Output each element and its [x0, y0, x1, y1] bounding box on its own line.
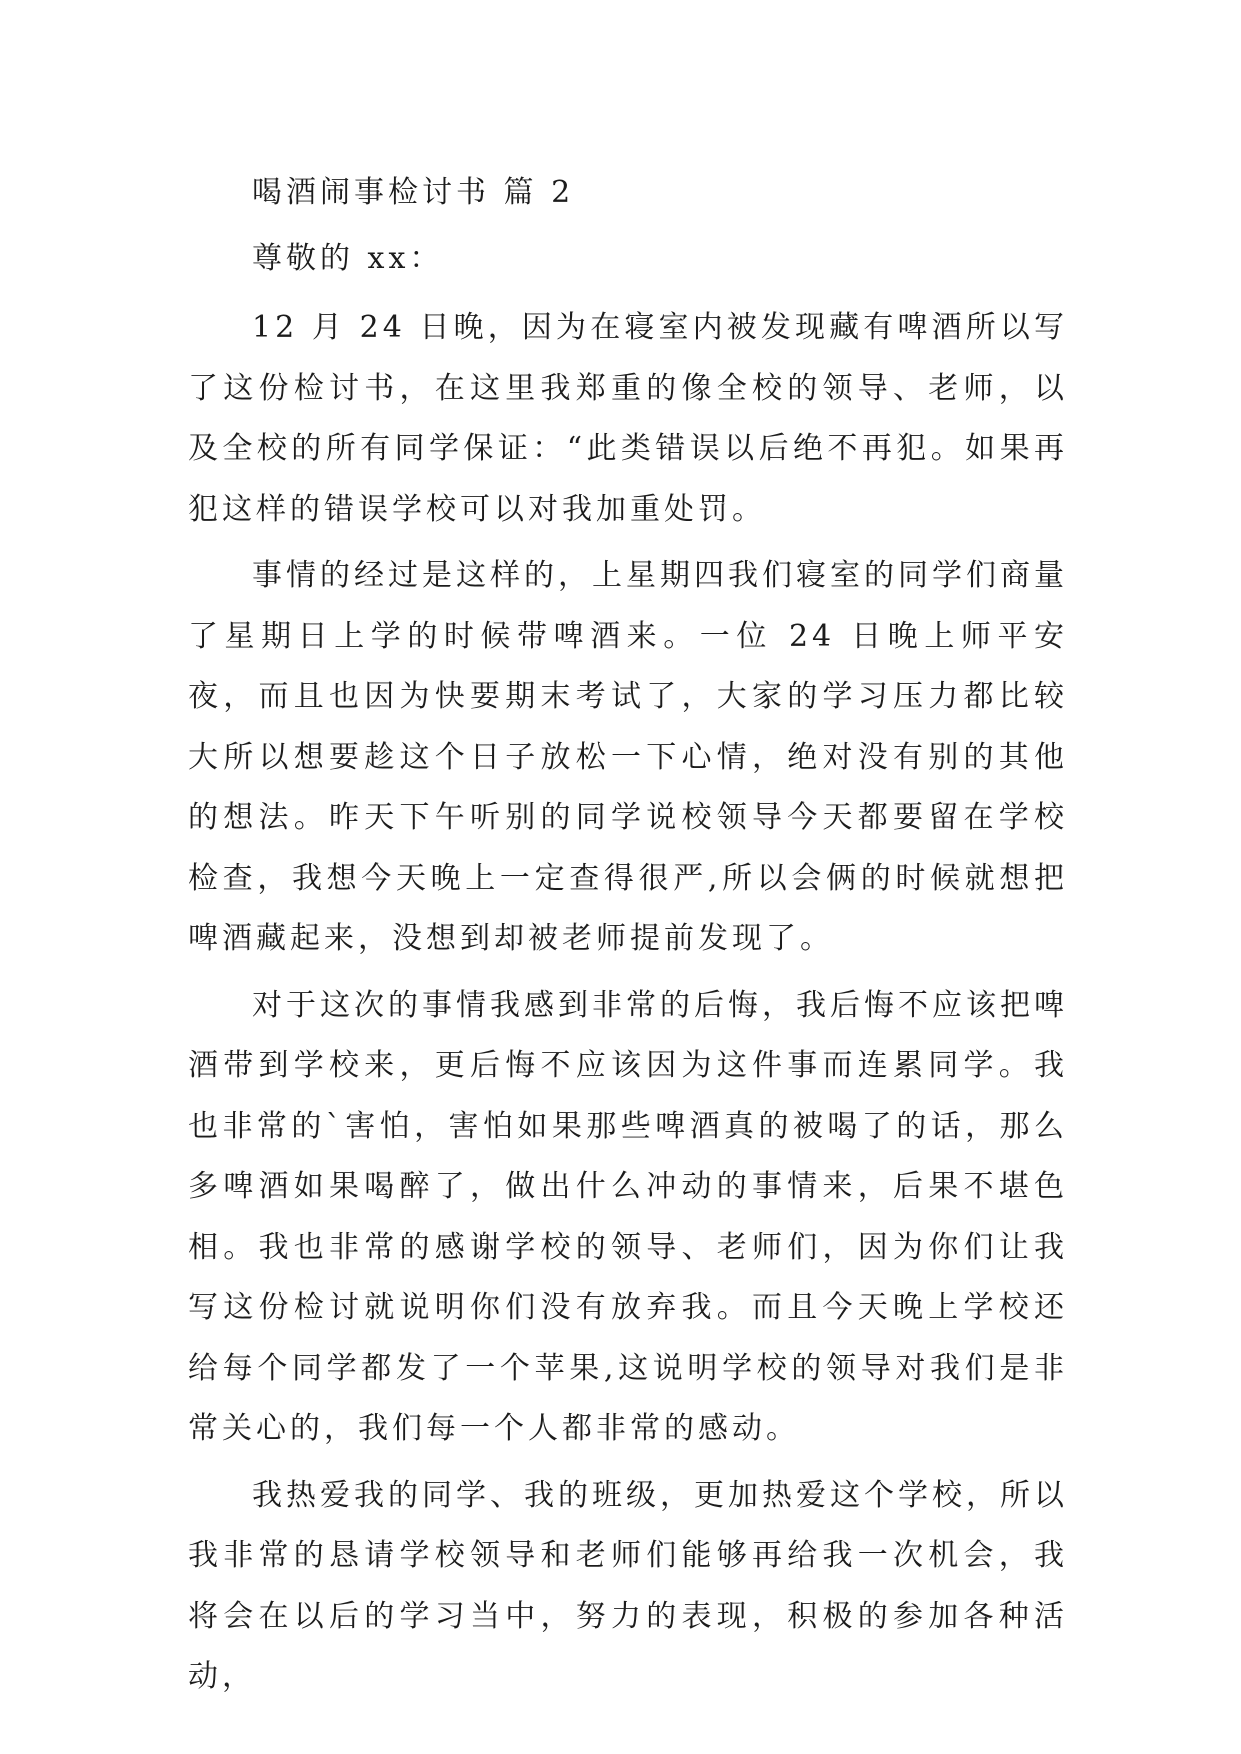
paragraph-pledge: 我热爱我的同学、我的班级，更加热爱这个学校，所以我非常的恳请学校领导和老师们能够再给我一次机会，我将会在以后的学习当中，努力的表现，积极的参加各种活动， [188, 1477, 1068, 1694]
paragraph-regret: 对于这次的事情我感到非常的后悔，我后悔不应该把啤酒带到学校来，更后悔不应该因为这件事而连累同学。我也非常的`害怕，害怕如果那些啤酒真的被喝了的话，那么多啤酒如果喝醉了，做出什么冲动的事情来，后果不堪色相。我也非常的感谢学校的领导、老师们，因为你们让我写这份检讨就说明你们没有放弃我。而且今天晚上学校还给每个同学都发了一个苹果,这说明学校的领导对我们是非常关心的，我们每一个人都非常的感动。 [188, 987, 1068, 1446]
document-body [188, 160, 1068, 1708]
paragraph-incident: 12 月 24 日晚，因为在寝室内被发现藏有啤酒所以写了这份检讨书，在这里我郑重的像全校的领导、老师，以及全校的所有同学保证：“此类错误以后绝不再犯。如果再犯这样的错误学校可以对我加重处罚。 [188, 310, 1068, 527]
salutation: 尊敬的 xx： [252, 241, 444, 276]
paragraph-circumstances: 事情的经过是这样的，上星期四我们寝室的同学们商量了星期日上学的时候带啤酒来。一位 24 日晚上师平安夜，而且也因为快要期末考试了，大家的学习压力都比较大所以想要趁这个日子放松一下心情，绝对没有别的其他的想法。昨天下午听别的同学说校领导今天都要留在学校检查，我想今天晚上一定查得很严,所以会俩的时候就想把啤酒藏起来，没想到却被老师提前发现了。 [188, 558, 1068, 956]
document-title: 喝酒闹事检讨书 篇 2 [252, 175, 575, 210]
